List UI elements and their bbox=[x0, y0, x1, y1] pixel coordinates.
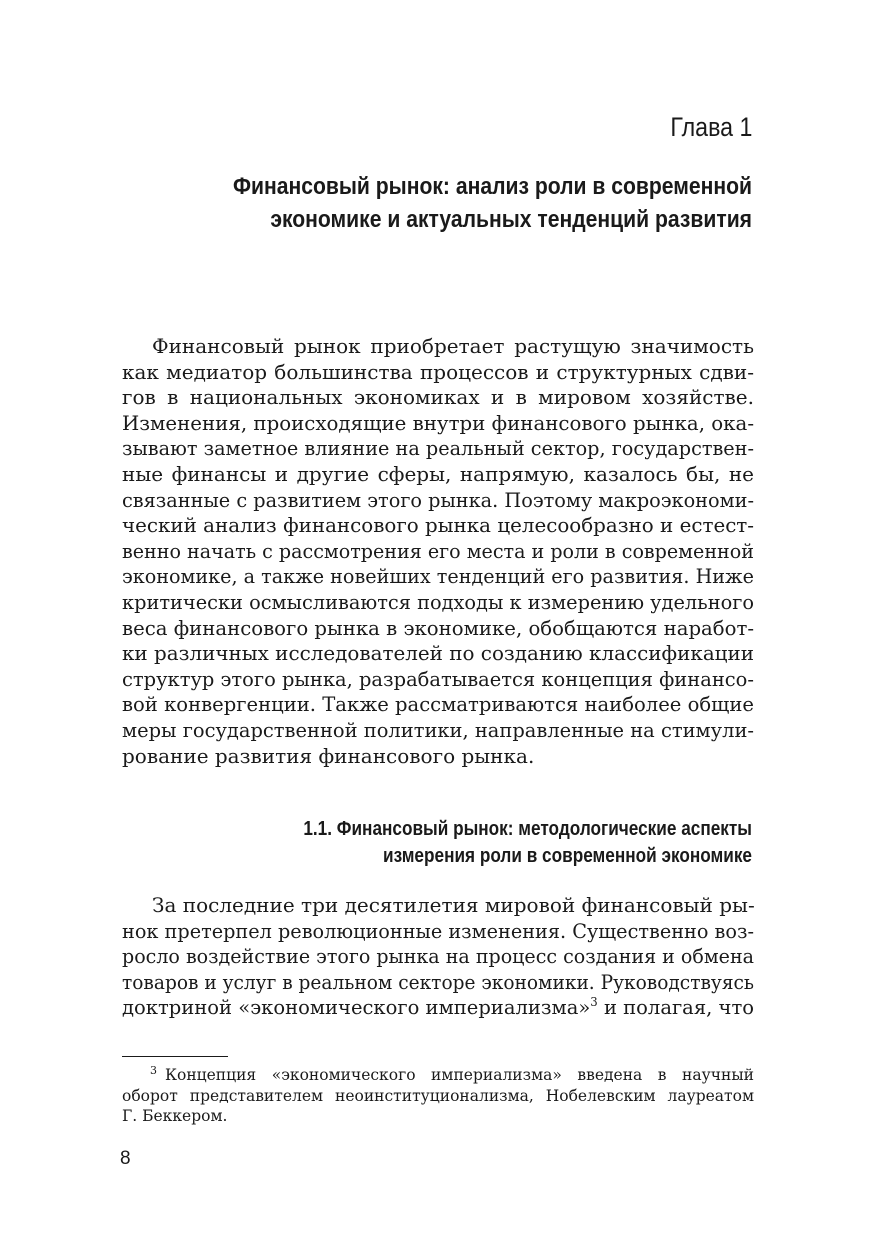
chapter-title-line: экономике и актуальных тенденций развития bbox=[270, 206, 752, 233]
intro-paragraph bbox=[122, 334, 754, 769]
paragraph-line: росло воздействие этого рынка на процесс создания и обмена bbox=[122, 944, 755, 969]
footnote-divider bbox=[122, 1056, 228, 1057]
paragraph-line: рование развития финансового рынка. bbox=[122, 743, 535, 768]
paragraph-line: гов в национальных экономиках и в мировом хозяйстве. bbox=[122, 385, 754, 410]
paragraph-line-with-ref bbox=[122, 995, 754, 1021]
footnote bbox=[122, 1061, 754, 1127]
paragraph-line: венно начать с рассмотрения его места и роли в современной bbox=[122, 538, 754, 563]
paragraph-line: Финансовый рынок приобретает растущую значимость bbox=[152, 334, 754, 358]
section-title bbox=[152, 816, 752, 870]
paragraph-line: меры государственной политики, направленные на стимули- bbox=[122, 717, 754, 742]
paragraph-line: ки различных исследователей по созданию классификации bbox=[122, 641, 755, 666]
paragraph-line: ческий анализ финансового рынка целесообразно и естест- bbox=[122, 513, 755, 538]
footnote-line: оборот представителем неоинституционализма, Нобелевским лауреатом bbox=[122, 1086, 754, 1105]
paragraph-line: ные финансы и другие сферы, напрямую, казалось бы, не bbox=[122, 461, 754, 486]
footnote-line: Г. Беккером. bbox=[122, 1107, 228, 1125]
page-number: 8 bbox=[120, 1148, 131, 1169]
chapter-title-line: Финансовый рынок: анализ роли в современной bbox=[232, 173, 753, 200]
paragraph-line: как медиатор большинства процессов и структурных сдви- bbox=[122, 359, 754, 384]
paragraph-line: структур этого рынка, разрабатывается концепция финансо- bbox=[122, 666, 754, 691]
footnote-reference[interactable]: 3 bbox=[590, 995, 598, 1010]
paragraph-line: связанные с развитием этого рынка. Поэтому макроэкономи- bbox=[122, 487, 754, 512]
chapter-title bbox=[112, 170, 752, 236]
section-paragraph bbox=[122, 893, 754, 1021]
paragraph-line: нок претерпел революционные изменения. Существенно воз- bbox=[122, 918, 754, 943]
footnote-mark: 3 bbox=[150, 1064, 157, 1077]
paragraph-line: зывают заметное влияние на реальный сектор, государствен- bbox=[122, 436, 755, 461]
paragraph-line: экономике, а также новейших тенденций его развития. Ниже bbox=[122, 564, 754, 589]
footnote-text: Концепция «экономического империализма» введена в научный bbox=[165, 1066, 754, 1084]
paragraph-line: критически осмысливаются подходы к измерению удельного bbox=[122, 589, 754, 614]
section-title-line: измерения роли в современной экономике bbox=[383, 845, 752, 867]
paragraph-line: товаров и услуг в реальном секторе экономики. Руководствуясь bbox=[122, 969, 755, 994]
paragraph-line: вой конвергенции. Также рассматриваются наиболее общие bbox=[122, 692, 755, 717]
paragraph-line: Изменения, происходящие внутри финансового рынка, ока- bbox=[122, 410, 755, 435]
paragraph-line: За последние три десятилетия мировой финансовый ры- bbox=[152, 893, 755, 917]
footnote-line bbox=[122, 1061, 754, 1086]
chapter-label: Глава 1 bbox=[669, 112, 752, 142]
line-text: доктриной «экономического империализма» bbox=[122, 995, 591, 1020]
line-text: и полагая, что bbox=[597, 995, 755, 1020]
paragraph-line: веса финансового рынка в экономике, обобщаются наработ- bbox=[122, 615, 755, 640]
section-title-line: 1.1. Финансовый рынок: методологические аспекты bbox=[303, 818, 752, 840]
